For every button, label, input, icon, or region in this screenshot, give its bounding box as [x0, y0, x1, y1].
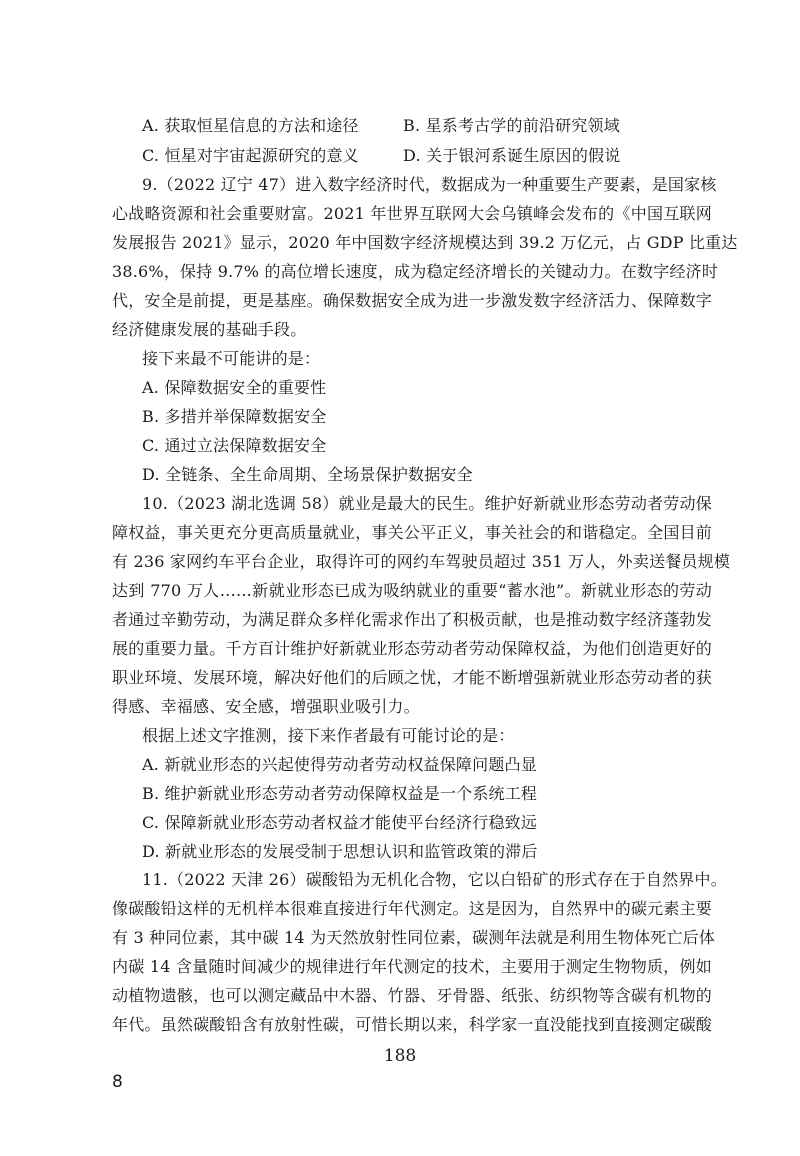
q9-paragraph-line: 心战略资源和社会重要财富。2021 年世界互联网大会乌镇峰会发布的《中国互联网: [112, 204, 712, 223]
q9-paragraph-line: 38.6%，保持 9.7% 的高位增长速度，成为稳定经济增长的关键动力。在数字经济时: [112, 262, 719, 281]
q10-paragraph-line: 者通过辛勤劳动，为满足群众多样化需求作出了积极贡献，也是推动数字经济蓬勃发: [112, 610, 712, 629]
q9-paragraph-line: 9.（2022 辽宁 47）进入数字经济时代，数据成为一种重要生产要素，是国家核: [142, 175, 717, 194]
q9-paragraph-line: 代，安全是前提，更是基座。确保数据安全成为进一步激发数字经济活力、保障数字: [112, 291, 712, 310]
q10-paragraph-line: 有 236 家网约车平台企业，取得许可的网约车驾驶员超过 351 万人，外卖送餐员规模: [112, 552, 731, 571]
q10-option-d: D. 新就业形态的发展受制于思想认识和监管政策的滞后: [142, 842, 538, 861]
q8-option-b: B. 星系考古学的前沿研究领域: [403, 116, 620, 135]
q10-paragraph-line: 达到 770 万人……新就业形态已成为吸纳就业的重要“蓄水池”。新就业形态的劳动: [112, 581, 712, 600]
corner-mark: 8: [112, 1072, 123, 1092]
q10-option-b: B. 维护新就业形态劳动者劳动保障权益是一个系统工程: [142, 784, 538, 803]
q9-paragraph-line: 经济健康发展的基础手段。: [112, 320, 307, 339]
q8-option-a: A. 获取恒星信息的方法和途径: [142, 116, 359, 135]
q10-paragraph-line: 展的重要力量。千方百计维护好新就业形态劳动者劳动保障权益，为他们创造更好的: [112, 639, 712, 658]
q11-paragraph-line: 有 3 种同位素，其中碳 14 为天然放射性同位素，碳测年法就是利用生物体死亡后体: [112, 928, 716, 947]
q10-paragraph-line: 得感、幸福感、安全感，增强职业吸引力。: [112, 697, 420, 716]
q8-option-d: D. 关于银河系诞生原因的假说: [403, 146, 621, 165]
q10-paragraph-line: 障权益，事关更充分更高质量就业，事关公平正义，事关社会的和谐稳定。全国目前: [112, 523, 712, 542]
q10-paragraph-line: 职业环境、发展环境，解决好他们的后顾之忧，才能不断增强新就业形态劳动者的获: [112, 668, 712, 687]
q11-paragraph-line: 11.（2022 天津 26）碳酸铅为无机化合物，它以白铅矿的形式存在于自然界中。: [142, 870, 727, 889]
q10-option-c: C. 保障新就业形态劳动者权益才能使平台经济行稳致远: [142, 813, 538, 832]
q11-paragraph-line: 像碳酸铅这样的无机样本很难直接进行年代测定。这是因为，自然界中的碳元素主要: [112, 899, 712, 918]
q8-option-c: C. 恒星对宇宙起源研究的意义: [142, 146, 359, 165]
q9-option-b: B. 多措并举保障数据安全: [142, 407, 327, 426]
q9-option-c: C. 通过立法保障数据安全: [142, 436, 327, 455]
q10-paragraph-line: 10.（2023 湖北选调 58）就业是最大的民生。维护好新就业形态劳动者劳动保: [142, 494, 712, 513]
page-number: 188: [383, 1046, 417, 1066]
q10-question: 根据上述文字推测，接下来作者最有可能讨论的是：: [142, 726, 515, 745]
q9-option-d: D. 全链条、全生命周期、全场景保护数据安全: [142, 465, 473, 484]
q11-paragraph-line: 动植物遗骸，也可以测定藏品中木器、竹器、牙骨器、纸张、纺织物等含碳有机物的: [112, 986, 712, 1005]
q11-paragraph-line: 内碳 14 含量随时间减少的规律进行年代测定的技术，主要用于测定生物物质，例如: [112, 957, 712, 976]
q9-option-a: A. 保障数据安全的重要性: [142, 378, 327, 397]
q11-paragraph-line: 年代。虽然碳酸铅含有放射性碳，可惜长期以来，科学家一直没能找到直接测定碳酸: [112, 1015, 712, 1034]
q10-option-a: A. 新就业形态的兴起使得劳动者劳动权益保障问题凸显: [142, 755, 537, 774]
q9-question: 接下来最不可能讲的是：: [142, 349, 321, 368]
q9-paragraph-line: 发展报告 2021》显示，2020 年中国数字经济规模达到 39.2 万亿元，占 GDP 比重达: [112, 233, 738, 252]
